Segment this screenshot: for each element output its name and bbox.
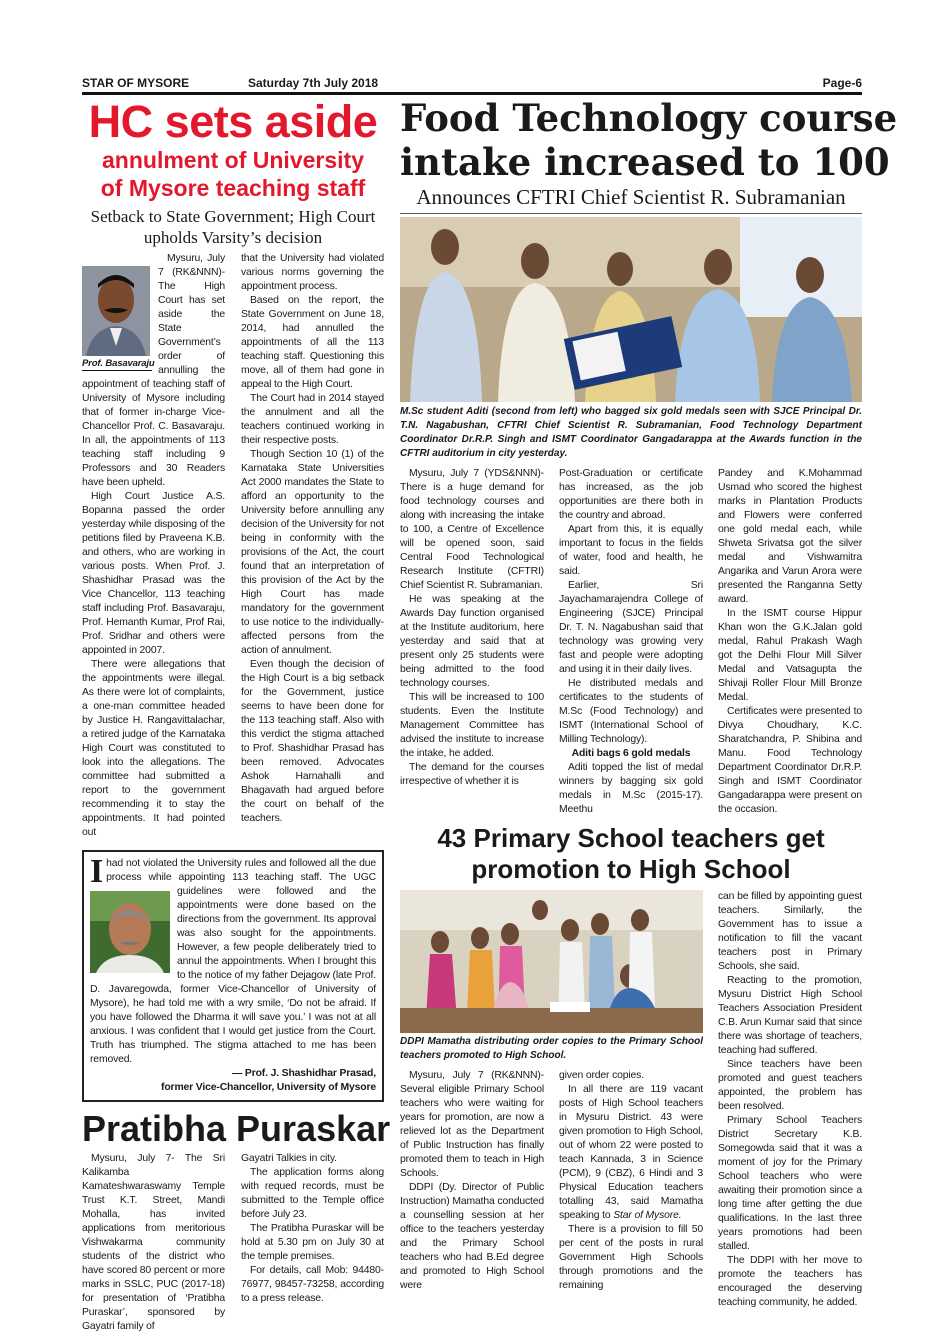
- school-headline-line-2: promotion to High School: [471, 854, 791, 884]
- masthead-date: Saturday 7th July 2018: [248, 76, 379, 90]
- paragraph: Mysuru, July 7 (YDS&NNN)- There is a huge demand for food technology courses and along with increasing the intake to 100, a Centre of Excellence will be opened soon, said Central Food Technological Research Institute (CFTRI) Chief Scientist R. Subramanian.: [400, 468, 544, 591]
- page-number: Page-6: [822, 76, 862, 90]
- paragraph: given order copies.: [559, 1070, 644, 1081]
- paragraph: Gayatri Talkies in city.: [241, 1153, 337, 1164]
- school-headline-line-1: 43 Primary School teachers get: [437, 823, 825, 853]
- hc-column-1: [82, 252, 225, 840]
- paragraph: The DDPI with her move to promote the teachers has encouraged the deserving teaching community, he added.: [718, 1255, 862, 1308]
- school-column-2: [559, 1069, 703, 1293]
- paragraph-text: In all there are 119 vacant posts of High School teachers in Mysuru District. 43 were given promotion to High School, out of whom 22 were posted to teach Kannada, 3 in Science (PCM), 9 (CBZ), 6 Hindi and 3 Physical Education teachers totalling 43, said Mamatha speaking to: [559, 1084, 703, 1221]
- quote-box: [82, 850, 384, 1102]
- quote-dropcap: I: [90, 853, 104, 890]
- paragraph: Mysuru, July 7- The Sri Kalikamba Kamateshwaraswamy Temple Trust K.T. Street, Mandi Mohalla, has invited applications from meritorious Vishwakarma community students of the district who have scored 80 percent or more marks in SSLC, PUC (2017-18) for presentation of ‘Pratibha Puraskar’, sponsored by Gayatri family of: [82, 1153, 225, 1332]
- basavaraju-photo-caption: Prof. Basavaraju: [82, 358, 155, 369]
- group-photo-icon: [400, 217, 862, 402]
- teachers-promotion-photo: [400, 890, 703, 1033]
- paragraph: For details, call Mob: 94480-76977, 98457-73258, according to a press release.: [241, 1265, 384, 1304]
- paragraph: Certificates were presented to Divya Choudhary, K.C. Sharatchandra, P. Shibina and Manu. Food Technology Department Coordinator Dr.R.P. Singh and ISMT Coordinator Gangadarappa were present on the occasion.: [718, 706, 862, 815]
- school-headline: [400, 823, 862, 885]
- awards-function-photo: [400, 217, 862, 402]
- quote-attribution-title: former Vice-Chancellor, University of Mysore: [161, 1082, 376, 1093]
- paragraph: Post-Graduation or certificate has increased, as the job opportunities are there both in the country and abroad.: [559, 468, 703, 521]
- paragraph: Reacting to the promotion, Mysuru District High School Teachers Association President C.B. Arun Kumar said that since there was shortage of teachers, teaching had suffered.: [718, 975, 862, 1056]
- paragraph: Based on the report, the State Government on June 18, 2014, had annulled the appointments of all the 113 teaching staff. Questioning this move, all of them had gone in appeal to the High Court.: [241, 295, 384, 390]
- paragraph: There is a provision to fill 50 per cent of the posts in rural Government High Schools through promotions and the remaining: [559, 1224, 703, 1291]
- paragraph: [559, 1083, 703, 1223]
- school-column-3: [718, 890, 862, 1310]
- school-body: [400, 890, 862, 1310]
- pratibha-column-2: [241, 1152, 384, 1334]
- food-headline-line-2: intake increased to 100: [400, 140, 890, 184]
- paragraph: The application forms along with requed records, must be submitted to the Temple office before July 23.: [241, 1167, 384, 1220]
- food-column-1: [400, 467, 544, 817]
- hc-deck-line-1: Setback to State Government; High Court: [90, 207, 376, 226]
- pratibha-headline: Pratibha Puraskar: [82, 1108, 391, 1149]
- paragraph: He was speaking at the Awards Day function organised at the Institute auditorium, here yesterday and said that at present only 25 students were being admitted to the food technology courses.: [400, 594, 544, 689]
- portrait-icon: [90, 891, 170, 973]
- paragraph: High Court Justice A.S. Bopanna passed the order yesterday while disposing of the petitions filed by Praveena K.B. and others, who are working in various posts. When Prof. J. Shashidhar Prasad was the Vice Chancellor, 113 teaching staff including Prof. Basavaraju, Prof. Hemanth Kumar, Prof Rai, Prof. Sridhar and others were appointed in 2007.: [82, 491, 225, 656]
- hc-subheadline-1: annulment of University: [102, 147, 364, 173]
- hc-subheadline-2: of Mysore teaching staff: [100, 175, 366, 201]
- paragraph: that the University had violated various norms governing the appointment process.: [241, 253, 384, 292]
- prasad-photo: [90, 891, 170, 973]
- food-deck: Announces CFTRI Chief Scientist R. Subramanian: [400, 184, 862, 214]
- paragraph: In the ISMT course Hippur Khan won the G.K.Jalan gold medal, Rahul Prakash Wagh got the Delhi Flour Mill Silver Medal and Vatsagupta the Shivaji Roller Flour Mill Bronze Medal.: [718, 608, 862, 703]
- right-column: [400, 96, 898, 1310]
- paragraph: Aditi topped the list of medal winners by bagging six gold medals in M.Sc (2015-17). Meethu: [559, 762, 703, 815]
- masthead-paper-name: STAR OF MYSORE: [82, 76, 190, 90]
- paragraph: Pandey and K.Mohammad Usmad who scored the highest marks in Plantation Products and Flowers were conferred one gold medal each, while Shweta Srivatsa got the silver medal and Vishwamitra Angarika and Varun Arora were presented the Ranganna Setty award.: [718, 468, 862, 605]
- hc-column-2: [241, 252, 384, 840]
- teachers-photo-caption: DDPI Mamatha distributing order copies to the Primary School teachers promoted to High School.: [400, 1036, 703, 1061]
- hc-deck-line-2: upholds Varsity’s decision: [143, 228, 323, 247]
- masthead: [82, 76, 862, 95]
- quote-text: had not violated the University rules and followed all the due process while appointing 113 teaching staff. The UGC guidelines were followed and the appointments were done based on the directions from the government. Its approval was also sought for the appointments. However, a few people deliberately tried to annul the appointments. When I brought this to the notice of my father Dejagow (late Prof. D. Javaregowda, former Vice-Chancellor of University of Mysore), he had told me with a wry smile, ‘Do not be afraid. If you have followed the Dharma it will save you.’ I was not at all anxious. I was confident that I would get justice from the Court. Truth has triumphed. The stigma attached to me has been removed.: [90, 858, 376, 1065]
- pratibha-column-1: [82, 1152, 225, 1334]
- food-column-2: [559, 467, 703, 817]
- paragraph: He distributed medals and certificates to the students of M.Sc (Food Technology) and ISMT (International School of Milling Technology).: [559, 678, 703, 745]
- basavaraju-photo-block: [82, 266, 155, 371]
- school-lower-columns: [400, 1069, 703, 1293]
- school-column-1: [400, 1069, 544, 1293]
- paper-name-italic: Star of Mysore.: [613, 1210, 682, 1221]
- basavaraju-photo: [82, 266, 150, 356]
- portrait-icon: [82, 266, 150, 356]
- paragraph: The Court had in 2014 stayed the annulment and all the teachers continued working in their respective posts.: [241, 393, 384, 446]
- paragraph: Earlier, Sri Jayachamarajendra College of Engineering (SJCE) Principal Dr. T. N. Nagabushan said that technology was growing very fast and people were adopting and using it in their daily lives.: [559, 580, 703, 675]
- paragraph: can be filled by appointing guest teachers. Similarly, the Government has to issue a notification to fill the vacant teachers post in Primary Schools, she said.: [718, 891, 862, 972]
- hc-body: [82, 252, 384, 840]
- food-subhead: Aditi bags 6 gold medals: [571, 748, 691, 759]
- hc-deck: [82, 206, 384, 248]
- paragraph: DDPI (Dy. Director of Public Instruction) Mamatha conducted a counselling session at her office to the teachers yesterday and the Primary School teachers who had B.Ed degree and promoted to High School were: [400, 1182, 544, 1291]
- food-headline-line-1: Food Technology course: [400, 96, 898, 140]
- paragraph: The Pratibha Puraskar will be hold at 5.30 pm on July 30 at the temple premises.: [241, 1223, 384, 1262]
- food-column-3: [718, 467, 862, 817]
- paragraph: The demand for the courses irrespective of whether it is: [400, 762, 544, 787]
- food-body: [400, 467, 862, 817]
- school-left-area: [400, 890, 703, 1310]
- paragraph: Since teachers have been promoted and guest teachers appointed, the problem has been resolved.: [718, 1059, 862, 1112]
- paragraph: Mysuru, July 7 (RK&NNN)- The High Court has set aside the State Government’s order of annulling the appointment of teaching staff of University of Mysore including that of former in-charge Vice-Chancellor Prof. C. Basavaraju. In all, the appointments of 113 teaching staff including 9 Professors and 30 Readers have been upheld.: [82, 253, 225, 488]
- paragraph: Primary School Teachers District Secretary K.B. Somegowda said that it was a moment of joy for the Primary School teachers who were awaiting their promotion since a long time after getting the due qualifications. In the last three years promotions had been stalled.: [718, 1115, 862, 1252]
- left-column: [82, 96, 391, 1334]
- awards-photo-caption: M.Sc student Aditi (second from left) who bagged six gold medals seen with SJCE Principal Dr. T.N. Nagabushan, CFTRI Chief Scientist R. Subramanian, Food Technology Department Coordinator Dr.R.P. Singh and ISMT Coordinator Gangadarappa at the Awards function in the CFTRI auditorium in city yesterday.: [400, 406, 862, 459]
- paragraph: Even though the decision of the High Court is a big setback for the Government, justice seems to have been done for the 113 teaching staff. Also with this verdict the stigma attached to Prof. Shashidhar Prasad has been removed. Advocates Ashok Harnahalli and Bhagavath had argued before the court on behalf of the teachers.: [241, 659, 384, 824]
- hc-headline: HC sets aside: [88, 96, 378, 147]
- paragraph: Though Section 10 (1) of the Karnataka State Universities Act 2000 mandates the State to afford an opportunity to the University before annulling any decision of the University for not being in conformity with the provisions of the Act, the court found that an interpretation of this provision of the Act by the High Court has made mandatory for the government to use notice to the individually-affected persons from the action of annulment.: [241, 449, 384, 656]
- pratibha-body: [82, 1152, 384, 1334]
- paragraph: There were allegations that the appointments were illegal. As there were lot of complaints, a one-man committee headed by Justice H. Rangavittalachar, a retired judge of the Karnataka High Court was constituted to look into the allegations. The committee had submitted a report to the government recommending it to stay the appointments. It had pointed out: [82, 659, 225, 838]
- quote-attribution-name: — Prof. J. Shashidhar Prasad,: [231, 1068, 376, 1079]
- paragraph: Mysuru, July 7 (RK&NNN)- Several eligible Primary School teachers who were waiting for years for promotion, are now a relieved lot as the Department of Public Instruction has finally promoted them to teach in High Schools.: [400, 1070, 544, 1179]
- paragraph: This will be increased to 100 students. Even the Institute Management Committee has advised the institute to increase the intake, he added.: [400, 692, 544, 759]
- paragraph: Apart from this, it is equally important to focus in the fields of water, food and health, he said.: [559, 524, 703, 577]
- group-photo-icon: [400, 890, 703, 1033]
